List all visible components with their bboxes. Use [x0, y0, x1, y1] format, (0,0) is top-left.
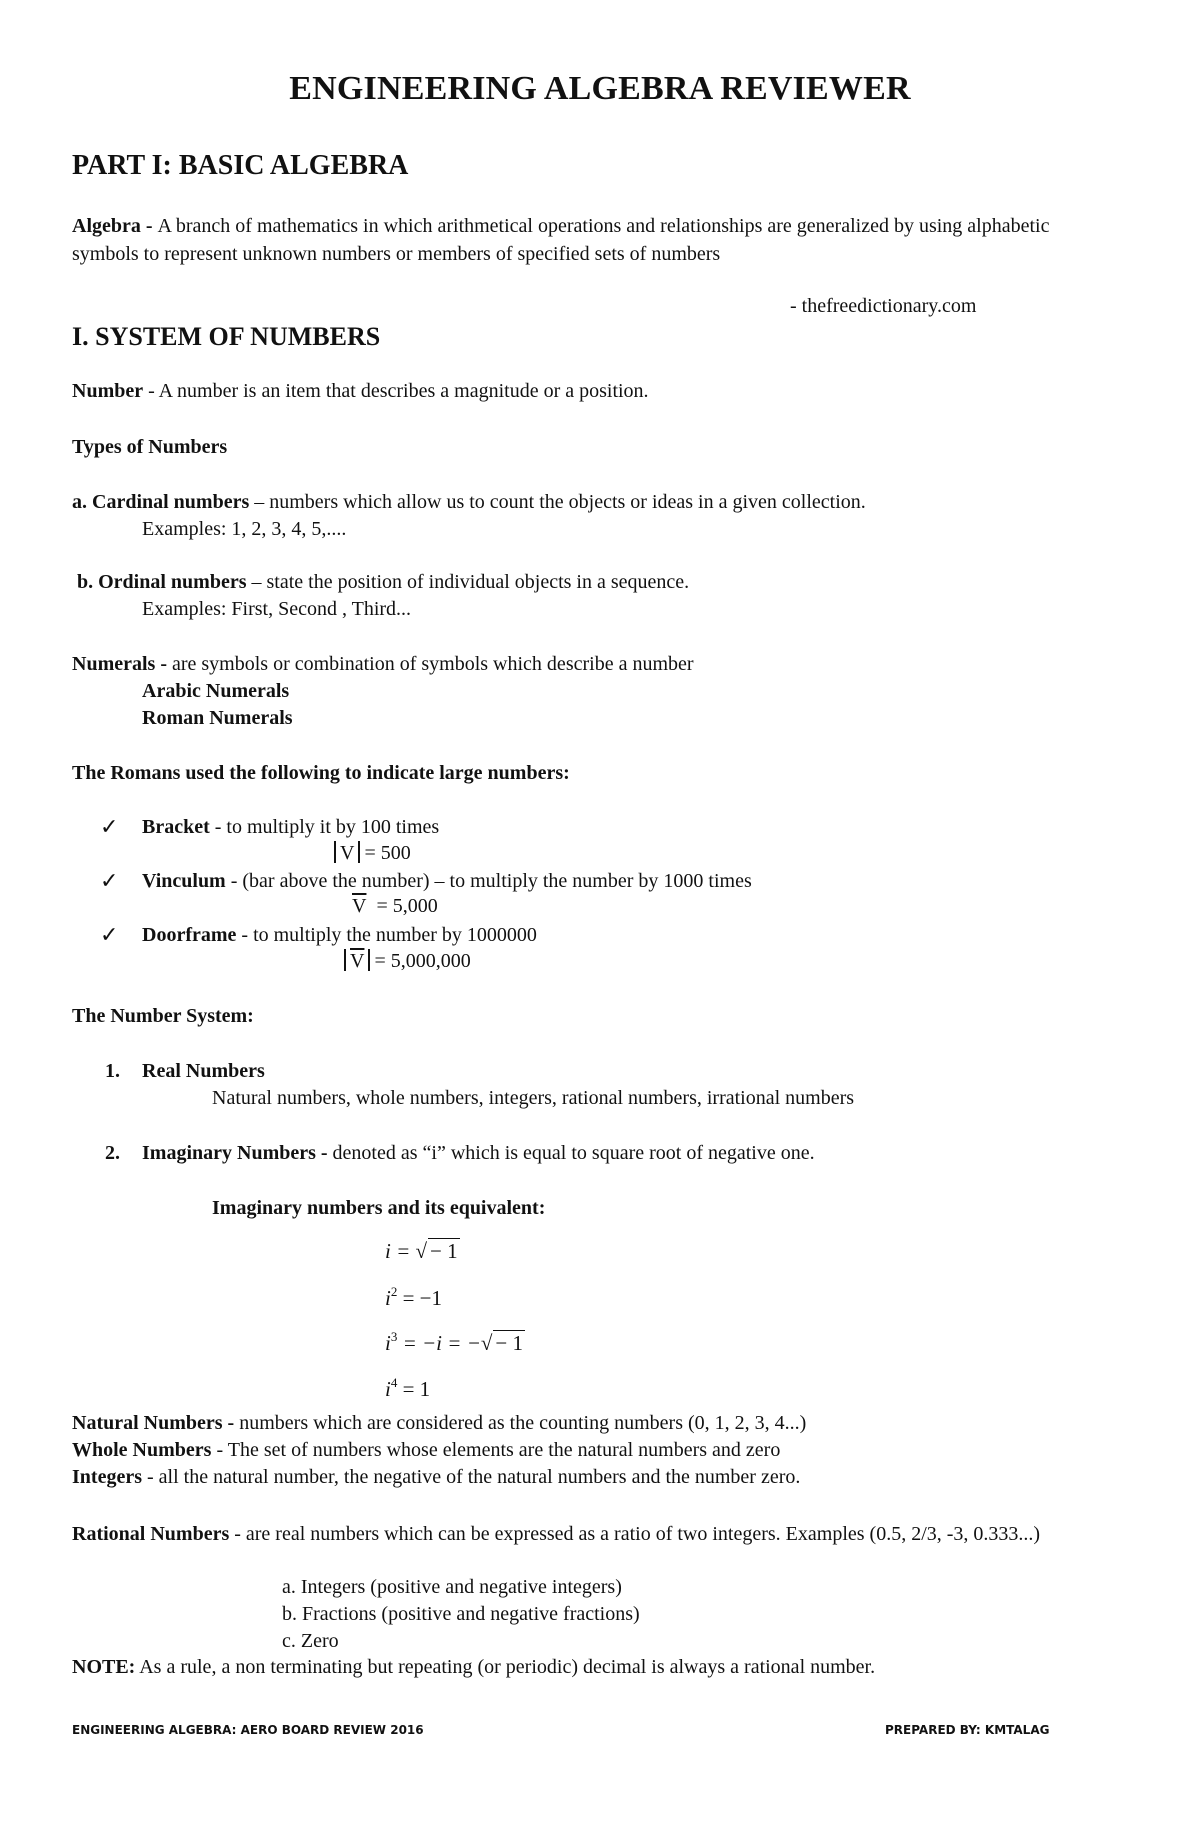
rational-numbers-def — [72, 1520, 1062, 1548]
eq1-radicand: − 1 — [430, 1239, 458, 1263]
numeral-item-arabic: Arabic Numerals — [142, 680, 290, 702]
section-heading-system-of-numbers: I. SYSTEM OF NUMBERS — [72, 322, 381, 351]
checkmark-icon: ✓ — [100, 868, 119, 893]
equation-i-sqrt — [385, 1239, 460, 1264]
footer-right: PREPARED BY: KMTALAG — [885, 1723, 1050, 1737]
number-definition — [72, 380, 649, 403]
doorframe-symbol: $\overline{V}$ — [350, 950, 365, 972]
bracket-right-bar — [358, 841, 360, 863]
equation-i-squared — [385, 1284, 442, 1311]
imaginary-line — [142, 1142, 815, 1165]
doorframe-text: - to multiply the number by 1000000 — [236, 924, 537, 946]
eq2-exponent: 2 — [390, 1284, 398, 1299]
bracket-example — [330, 841, 411, 865]
integers-def — [72, 1466, 800, 1489]
note-line — [72, 1656, 875, 1679]
real-description: Natural numbers, whole numbers, integers, rational numbers, irrational numbers — [212, 1087, 855, 1109]
vinculum-term: Vinculum — [142, 870, 226, 892]
eq3-exponent: 3 — [390, 1329, 398, 1344]
ordinal-line — [77, 571, 689, 594]
doorframe-value: = 5,000,000 — [374, 950, 471, 972]
doorframe-term: Doorframe — [142, 924, 237, 946]
bracket-value: = 500 — [364, 842, 411, 864]
cardinal-line — [72, 491, 866, 514]
imaginary-description: denoted as “i” which is equal to square root of negative one. — [332, 1142, 815, 1164]
natural-numbers-def — [72, 1412, 806, 1435]
whole-numbers-def — [72, 1439, 780, 1462]
algebra-definition — [72, 212, 1062, 268]
eq4-base: i — [385, 1377, 391, 1401]
bracket-text: - to multiply it by 100 times — [209, 816, 440, 838]
doorframe-right-bar — [368, 949, 370, 971]
algebra-text: A branch of mathematics in which arithmetical operations and relationships are generalized by using alphabetic symbols to represent unknown numbers or members of specified sets of numbers — [72, 215, 1050, 265]
doorframe-example — [340, 949, 471, 973]
whole-text: - The set of numbers whose elements are the natural numbers and zero — [211, 1439, 781, 1461]
number-text: - A number is an item that describes a magnitude or a position. — [143, 380, 649, 402]
sqrt-symbol — [481, 1331, 525, 1356]
eq3-mid: = −i = − — [397, 1331, 481, 1355]
eq4-rhs: = 1 — [397, 1377, 431, 1401]
footer-left: ENGINEERING ALGEBRA: AERO BOARD REVIEW 2016 — [72, 1723, 424, 1737]
imaginary-num: 2. — [105, 1142, 120, 1164]
part-heading: PART I: BASIC ALGEBRA — [72, 150, 409, 181]
ordinal-label: b. Ordinal numbers — [77, 571, 247, 593]
bracket-left-bar — [334, 841, 336, 863]
equation-i-cubed — [385, 1329, 525, 1356]
eq2-rhs: = −1 — [397, 1286, 443, 1310]
number-system-heading: The Number System: — [72, 1005, 254, 1027]
vinculum-symbol: $\overline{V}$ — [352, 895, 367, 917]
vinculum-value: = 5,000 — [376, 895, 438, 917]
natural-text: numbers which are considered as the counting numbers (0, 1, 2, 3, 4...) — [239, 1412, 807, 1434]
rational-term: Rational Numbers — [72, 1523, 230, 1545]
types-heading: Types of Numbers — [72, 436, 228, 458]
numeral-item-roman: Roman Numerals — [142, 707, 293, 729]
vinculum-line — [142, 870, 752, 893]
sqrt-symbol — [416, 1239, 460, 1264]
doorframe-line — [142, 924, 537, 947]
bracket-symbol: V — [340, 842, 355, 864]
cardinal-label: a. Cardinal numbers — [72, 491, 250, 513]
eq3-base: i — [385, 1331, 391, 1355]
eq3-radicand: − 1 — [495, 1331, 523, 1355]
note-term: NOTE: — [72, 1656, 136, 1678]
document-title: ENGINEERING ALGEBRA REVIEWER — [289, 70, 911, 107]
checkmark-icon: ✓ — [100, 814, 119, 839]
number-term: Number — [72, 380, 144, 402]
whole-term: Whole Numbers — [72, 1439, 212, 1461]
eq2-base: i — [385, 1286, 391, 1310]
vinculum-example — [352, 895, 438, 918]
rational-item-fractions: b. Fractions (positive and negative fractions) — [282, 1603, 640, 1625]
natural-term: Natural Numbers - — [72, 1412, 240, 1434]
bracket-term: Bracket — [142, 816, 210, 838]
rational-item-integers: a. Integers (positive and negative integers) — [282, 1576, 622, 1598]
eq1-lhs: i = — [385, 1239, 416, 1263]
radical-icon: √ — [480, 1331, 493, 1355]
numerals-definition — [72, 653, 694, 676]
imaginary-label: Imaginary Numbers - — [142, 1142, 333, 1164]
bracket-line — [142, 816, 439, 839]
rational-item-zero: c. Zero — [282, 1630, 339, 1652]
numerals-text: are symbols or combination of symbols which describe a number — [171, 653, 694, 675]
doorframe-left-bar — [344, 949, 346, 971]
cardinal-examples: Examples: 1, 2, 3, 4, 5,.... — [142, 518, 347, 540]
ordinal-text: – state the position of individual objects in a sequence. — [246, 571, 690, 593]
integers-term: Integers — [72, 1466, 142, 1488]
checkmark-icon: ✓ — [100, 922, 119, 947]
cardinal-text: – numbers which allow us to count the objects or ideas in a given collection. — [249, 491, 866, 513]
numerals-term: Numerals - — [72, 653, 172, 675]
vinculum-text: - (bar above the number) – to multiply the number by 1000 times — [225, 870, 752, 892]
algebra-source: - thefreedictionary.com — [790, 295, 977, 317]
eq4-exponent: 4 — [390, 1375, 398, 1390]
imaginary-equivalent-heading: Imaginary numbers and its equivalent: — [212, 1197, 546, 1219]
radical-icon: √ — [415, 1239, 428, 1263]
rational-text: - are real numbers which can be expressed as a ratio of two integers. Examples (0.5, 2/3, -3, 0.333...) — [229, 1523, 1041, 1545]
real-num: 1. — [105, 1060, 120, 1082]
note-text: As a rule, a non terminating but repeating (or periodic) decimal is always a rational number. — [135, 1656, 876, 1678]
integers-text: - all the natural number, the negative of the natural numbers and the number zero. — [141, 1466, 801, 1488]
algebra-term: Algebra - — [72, 215, 158, 237]
equation-i-fourth — [385, 1375, 430, 1402]
romans-heading: The Romans used the following to indicate large numbers: — [72, 762, 570, 784]
real-label: Real Numbers — [142, 1060, 265, 1082]
ordinal-examples: Examples: First, Second , Third... — [142, 598, 412, 620]
